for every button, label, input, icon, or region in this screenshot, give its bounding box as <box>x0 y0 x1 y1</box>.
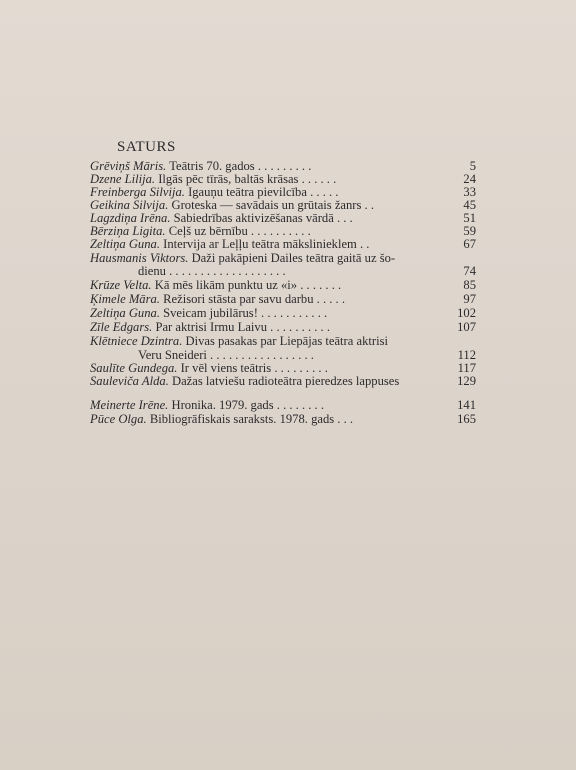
entry-title: Bibliogrāfiskais saraksts. 1978. gads <box>149 412 335 426</box>
toc-entry-continuation <box>90 264 476 278</box>
toc-entry-continuation <box>90 348 476 362</box>
entry-title: Veru Sneideri <box>138 348 207 362</box>
entry-title: Kā mēs likām punktu uz «i» <box>154 278 298 292</box>
entry-author: Sauleviča Alda. <box>90 374 169 388</box>
toc-entry <box>90 412 476 426</box>
entry-author: Saulīte Gundega. <box>90 361 178 375</box>
entry-author: Hausmanis Viktors. <box>90 251 189 265</box>
entry-title: Teātris 70. gados <box>169 159 255 173</box>
entry-title: Daži pakāpieni Dailes teātra gaitā uz šo- <box>191 251 396 265</box>
toc-entry <box>90 211 476 225</box>
entry-page-number: 74 <box>463 264 476 278</box>
entry-leader: . . . . . . . . . . <box>267 320 330 334</box>
toc-entry <box>90 278 476 292</box>
toc-entry <box>90 398 476 412</box>
entry-page-number: 112 <box>457 348 476 362</box>
toc-entry <box>90 172 476 186</box>
contents-heading: SATURS <box>117 139 176 155</box>
entry-page-number: 165 <box>457 412 476 426</box>
entry-title: dienu <box>138 264 166 278</box>
toc-entry <box>90 224 476 238</box>
entry-leader: . . . . . <box>313 292 345 306</box>
entry-page-number: 97 <box>463 292 476 306</box>
entry-leader: . . . . . . . . . . . <box>257 306 328 320</box>
entry-page-number: 141 <box>457 398 476 412</box>
entry-leader: . . . . . . . . . . <box>247 224 311 238</box>
entry-author: Ķimele Māra. <box>90 292 160 306</box>
entry-leader: . . . . . . . . . . . . . . . . . . . <box>165 264 286 278</box>
entry-page-number: 129 <box>457 374 476 388</box>
entry-page-number: 33 <box>463 185 476 199</box>
entry-title: Hronika. 1979. gads <box>171 398 274 412</box>
entry-author: Dzene Lilija. <box>90 172 156 186</box>
entry-title: Ir vēl viens teātris <box>180 361 272 375</box>
entry-leader: . . <box>356 237 370 251</box>
entry-leader: . . . . . . . . . . . . . . . . . <box>206 348 314 362</box>
toc-entry <box>90 320 476 334</box>
entry-title: Igauņu teātra pievilcība <box>188 185 307 199</box>
toc-entry <box>90 159 476 173</box>
entry-leader: . . . . . . . . <box>273 398 324 412</box>
entry-author: Zīle Edgars. <box>90 320 153 334</box>
toc-entry <box>90 374 476 388</box>
entry-leader: . . . . . . . . . <box>254 159 312 173</box>
entry-leader: . . <box>361 198 374 212</box>
entry-title: Ceļš uz bērnību <box>168 224 248 238</box>
entry-title: Sabiedrības aktivizēšanas vārdā <box>173 211 334 225</box>
entry-page-number: 107 <box>457 320 476 334</box>
entry-title: Divas pasakas par Liepājas teātra aktrisi <box>185 334 388 348</box>
entry-leader: . . . . . <box>306 185 339 199</box>
entry-title: Ilgās pēc tīrās, baltās krāsas <box>158 172 299 186</box>
toc-entry <box>90 306 476 320</box>
entry-author: Klētniece Dzintra. <box>90 334 183 348</box>
entry-leader: . . . . . . . . . <box>271 361 328 375</box>
entry-leader: . . . <box>333 211 353 225</box>
entry-page-number: 102 <box>457 306 476 320</box>
entry-author: Geikina Silvija. <box>90 198 169 212</box>
toc-entry <box>90 198 476 212</box>
entry-title: Sveicam jubilārus! <box>163 306 258 320</box>
entry-page-number: 45 <box>463 198 476 212</box>
entry-author: Meinerte Irēne. <box>90 398 169 412</box>
entry-author: Freinberga Silvija. <box>90 185 185 199</box>
toc-entry <box>90 334 476 348</box>
entry-leader: . . . . . . <box>298 172 337 186</box>
entry-leader: . . . . . . . <box>297 278 342 292</box>
entry-author: Pūce Olga. <box>90 412 147 426</box>
entry-page-number: 59 <box>463 224 476 238</box>
entry-page-number: 67 <box>463 237 476 251</box>
entry-page-number: 24 <box>463 172 476 186</box>
entry-author: Zeltiņa Guna. <box>90 237 160 251</box>
entry-leader: . . . <box>334 412 354 426</box>
entry-page-number: 117 <box>457 361 476 375</box>
entry-title: Režisori stāsta par savu darbu <box>163 292 314 306</box>
entry-author: Zeltiņa Guna. <box>90 306 160 320</box>
entry-page-number: 51 <box>463 211 476 225</box>
toc-entry <box>90 237 476 251</box>
entry-author: Krūze Velta. <box>90 278 152 292</box>
entry-title: Par aktrisi Irmu Laivu <box>155 320 268 334</box>
entry-author: Grēviņš Māris. <box>90 159 167 173</box>
entry-author: Bērziņa Ligita. <box>90 224 166 238</box>
toc-entry <box>90 361 476 375</box>
toc-entry <box>90 251 476 265</box>
toc-entry <box>90 185 476 199</box>
entry-author: Lagzdiņa Irēna. <box>90 211 171 225</box>
entry-title: Intervija ar Leļļu teātra mākslinieklem <box>163 237 357 251</box>
toc-entry <box>90 292 476 306</box>
entry-title: Groteska — savādais un grūtais žanrs <box>171 198 362 212</box>
entry-page-number: 85 <box>463 278 476 292</box>
entry-title: Dažas latviešu radioteātra pieredzes lappuses <box>171 374 400 388</box>
entry-page-number: 5 <box>469 159 476 173</box>
